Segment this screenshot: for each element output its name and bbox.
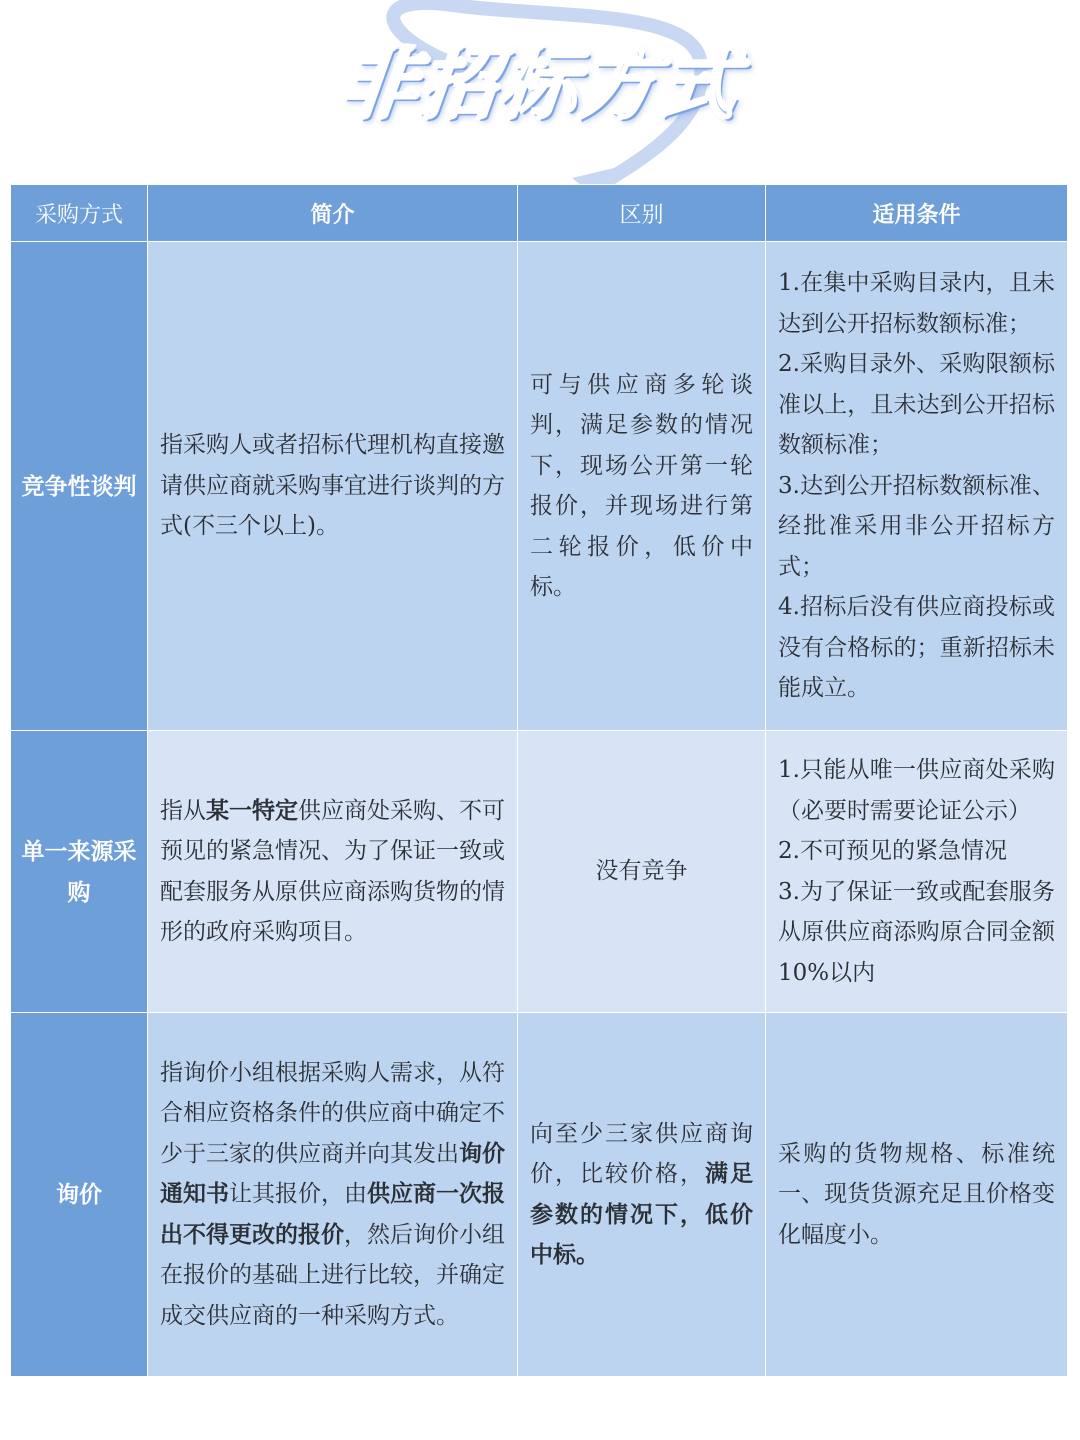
- difference-cell: [518, 1013, 766, 1377]
- difference-emphasis: 满足参数的情况下，低价中标。: [530, 1160, 753, 1268]
- condition-item: 3.达到公开招标数额标准、经批准采用非公开招标方式；: [778, 472, 1055, 580]
- method-cell: 单一来源采购: [11, 731, 148, 1013]
- header-conditions: 适用条件: [766, 185, 1068, 242]
- intro-text: 让其报价，由: [229, 1181, 367, 1208]
- header-method: 采购方式: [11, 185, 148, 242]
- method-cell: 竞争性谈判: [11, 242, 148, 731]
- conditions-cell: [766, 242, 1068, 731]
- procurement-table: [10, 184, 1068, 1377]
- intro-text: 指从: [160, 797, 206, 824]
- condition-item: 1.只能从唯一供应商处采购（必要时需要论证公示）: [778, 757, 1055, 824]
- intro-text: 指询价小组根据采购人需求，从符合相应资格条件的供应商中确定不少于三家的供应商并向其发出: [160, 1059, 505, 1167]
- intro-emphasis: 询价通知书: [160, 1139, 505, 1208]
- table-row: [11, 731, 1068, 1013]
- condition-item: 4.招标后没有供应商投标或没有合格标的；重新招标未能成立。: [778, 594, 1055, 702]
- conditions-cell: 采购的货物规格、标准统一、现货货源充足且价格变化幅度小。: [766, 1013, 1068, 1377]
- intro-text: 供应商处采购、不可预见的紧急情况、为了保证一致或配套服务从原供应商添购货物的情形的政府采购项目。: [160, 797, 505, 945]
- intro-emphasis: 某一特定: [206, 796, 298, 824]
- header-difference: 区别: [518, 185, 766, 242]
- table-row: [11, 1013, 1068, 1377]
- condition-item: 1.在集中采购目录内，且未达到公开招标数额标准；: [778, 270, 1055, 337]
- title-area: [0, 0, 1080, 185]
- condition-item: 2.采购目录外、采购限额标准以上，且未达到公开招标数额标准；: [778, 351, 1055, 459]
- difference-text: 向至少三家供应商询价，比较价格，: [530, 1120, 753, 1187]
- intro-text: ，然后询价小组在报价的基础上进行比较，并确定成交供应商的一种采购方式。: [160, 1221, 505, 1329]
- page-title: 非招标方式: [334, 40, 744, 130]
- condition-item: 2.不可预见的紧急情况: [778, 838, 1007, 864]
- header-intro: 简介: [148, 185, 518, 242]
- table-header-row: [11, 185, 1068, 242]
- conditions-cell: [766, 731, 1068, 1013]
- intro-cell: 指采购人或者招标代理机构直接邀请供应商就采购事宜进行谈判的方式(不三个以上)。: [148, 242, 518, 731]
- intro-emphasis: 供应商一次报出不得更改的报价: [160, 1180, 505, 1248]
- table-row: [11, 242, 1068, 731]
- intro-cell: [148, 731, 518, 1013]
- method-cell: 询价: [11, 1013, 148, 1377]
- difference-cell: 没有竞争: [518, 731, 766, 1013]
- intro-cell: [148, 1013, 518, 1377]
- difference-cell: 可与供应商多轮谈判，满足参数的情况下，现场公开第一轮报价，并现场进行第二轮报价，低价中标。: [518, 242, 766, 731]
- condition-item: 3.为了保证一致或配套服务从原供应商添购原合同金额10%以内: [778, 878, 1055, 986]
